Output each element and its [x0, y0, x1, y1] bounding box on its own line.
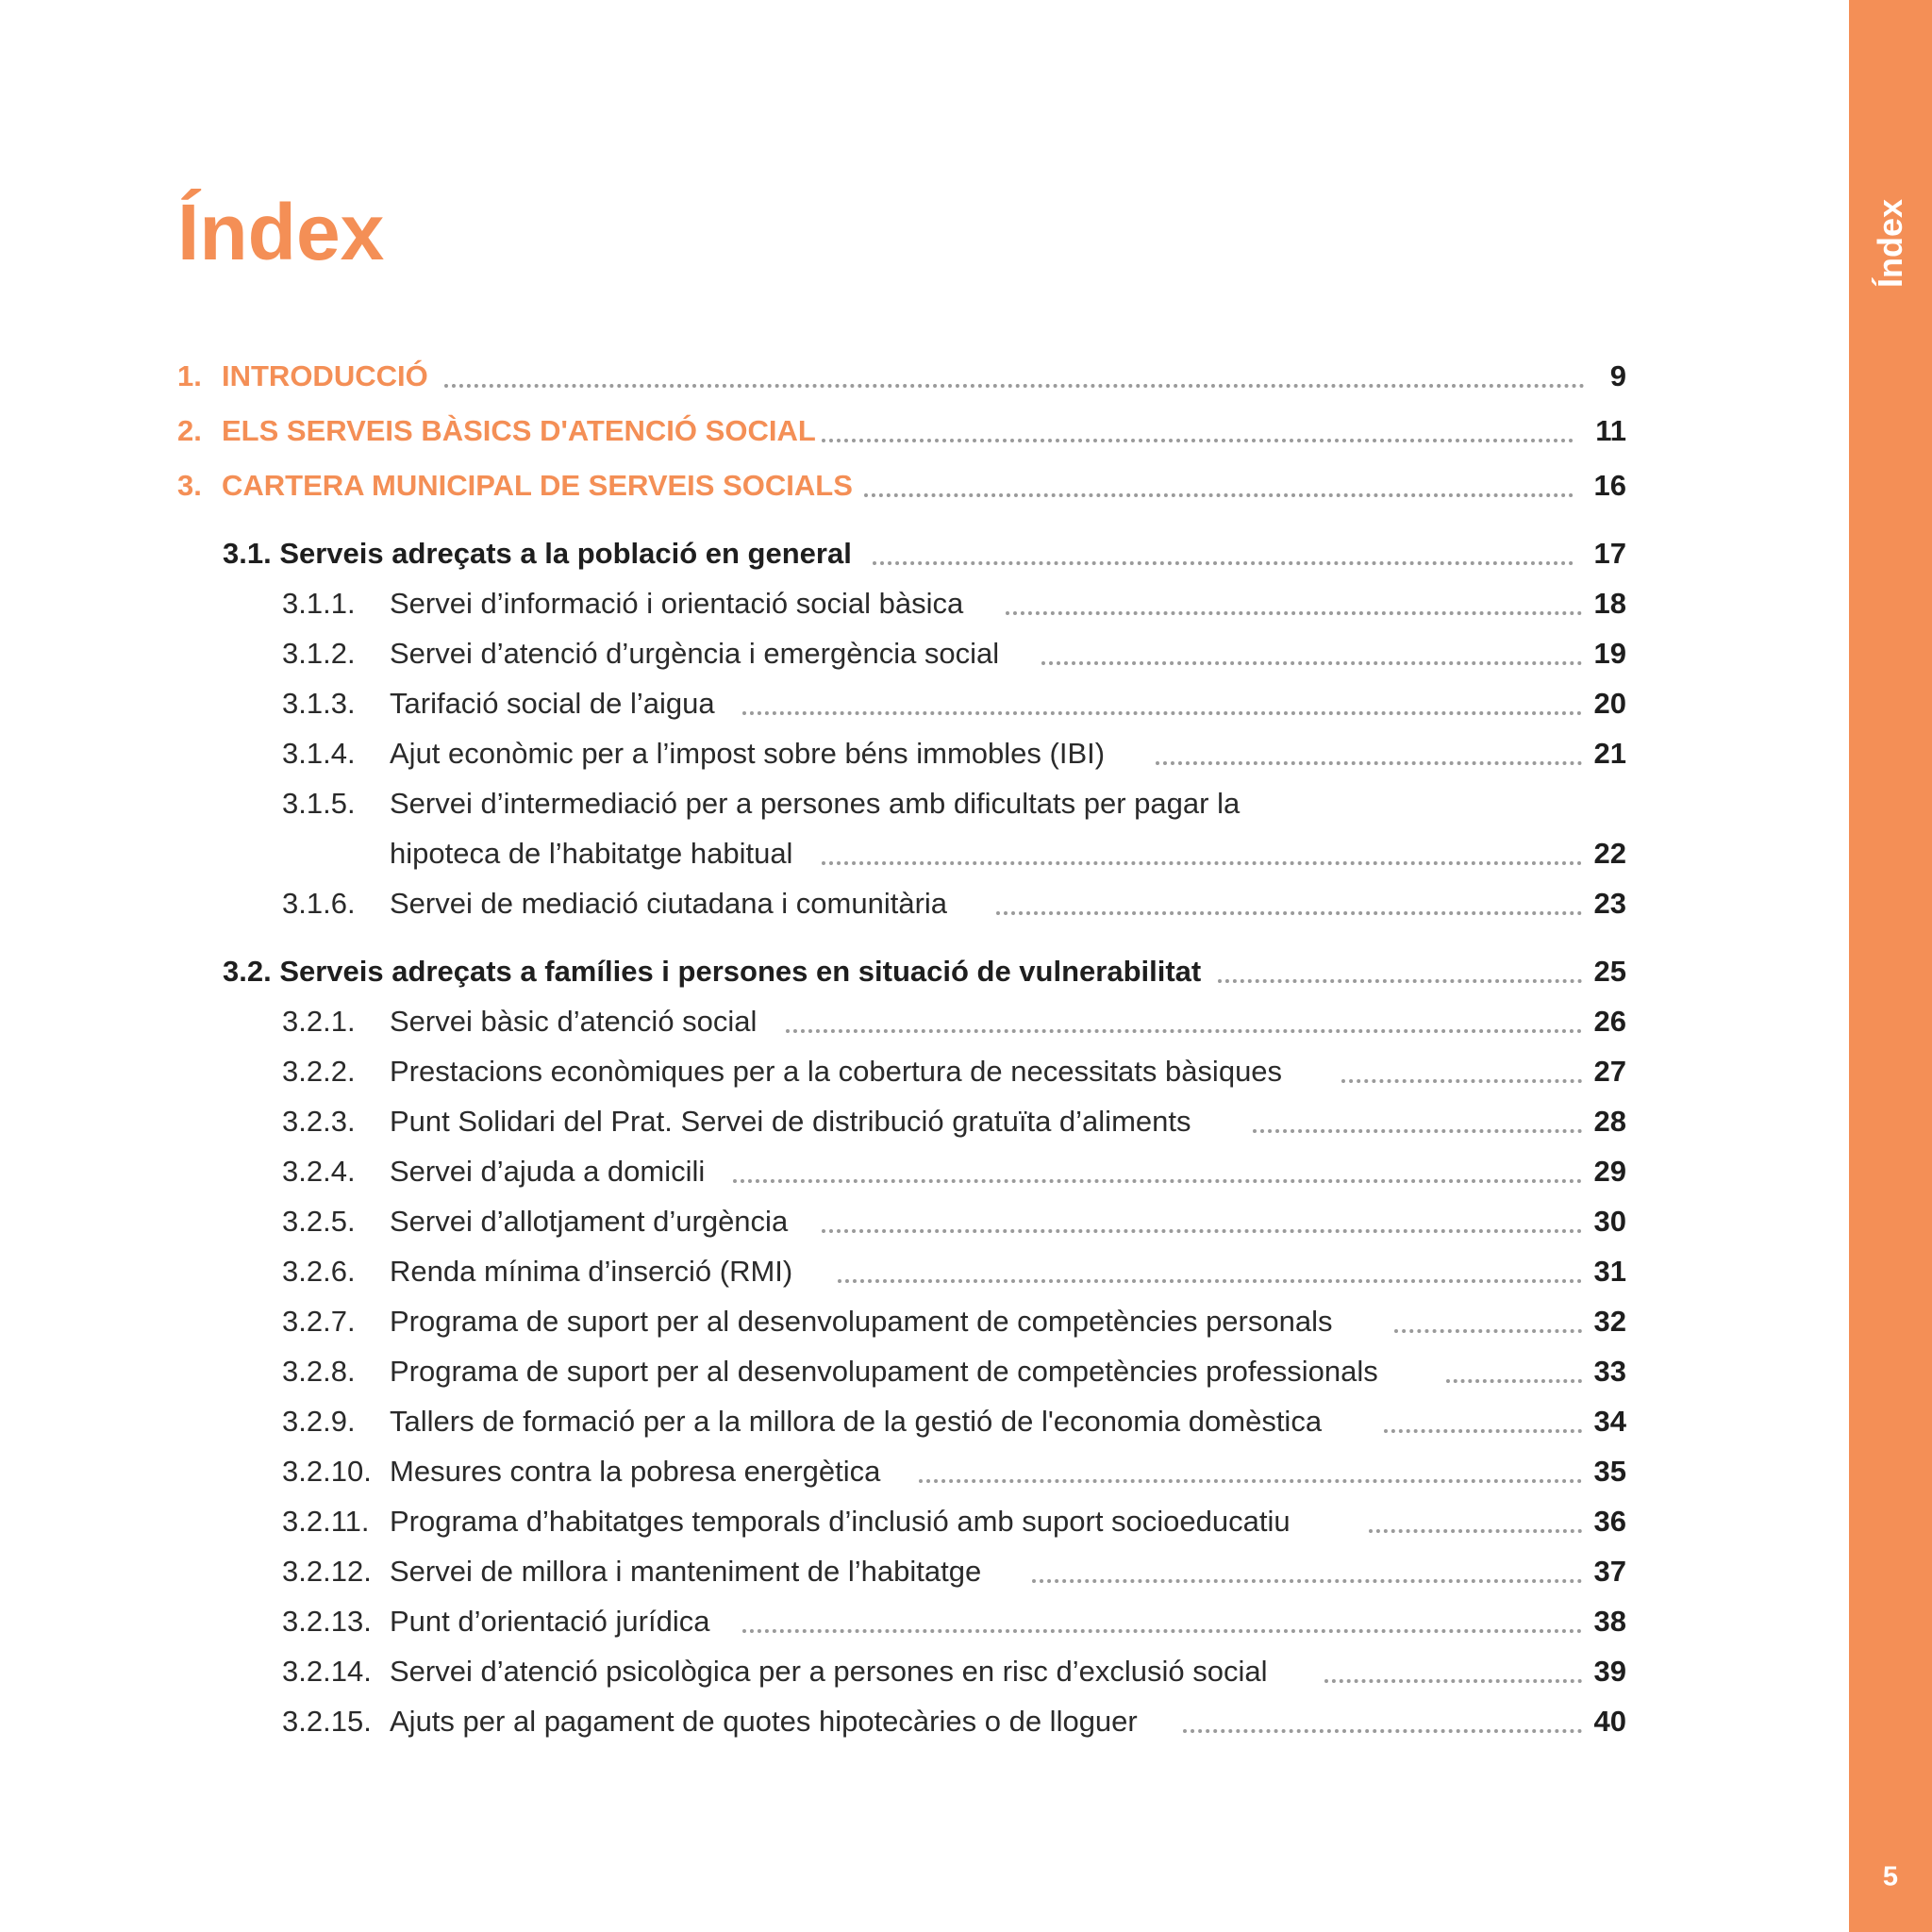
toc-item-number: 3.2.1.: [282, 1005, 356, 1038]
toc-item-number: 3.2.10.: [282, 1455, 372, 1488]
toc-page-ref: 34: [1593, 1405, 1626, 1438]
toc-item-title: Servei d’ajuda a domicili: [390, 1155, 706, 1188]
toc-item-number: 3.1.3.: [282, 687, 356, 720]
toc-page-ref: 26: [1593, 1005, 1626, 1038]
toc-section-1[interactable]: [177, 361, 1626, 399]
toc-page-ref: 25: [1593, 955, 1626, 988]
dot-leader: [1006, 611, 1582, 615]
toc-page-ref: 33: [1593, 1355, 1626, 1388]
dot-leader: [733, 1179, 1582, 1183]
toc-page-ref: 21: [1593, 737, 1626, 770]
toc-item-title: Renda mínima d’inserció (RMI): [390, 1255, 793, 1288]
dot-leader: [444, 384, 1585, 388]
toc-item-number: 3.2.15.: [282, 1705, 372, 1738]
toc-item-3-1-2[interactable]: [177, 639, 1626, 676]
toc-item-number: 3.2.9.: [282, 1405, 356, 1438]
toc-item-number: 3.2.7.: [282, 1305, 356, 1338]
toc-item-3-2-15[interactable]: [177, 1707, 1626, 1744]
toc-item-3-2-11[interactable]: [177, 1507, 1626, 1544]
toc-page-ref: 19: [1593, 637, 1626, 670]
dot-leader: [742, 711, 1582, 715]
toc-item-number: 3.2.14.: [282, 1655, 372, 1688]
toc-section-3[interactable]: [177, 471, 1626, 508]
toc-item-3-1-3[interactable]: [177, 689, 1626, 726]
toc-section-title: ELS SERVEIS BÀSICS D'ATENCIÓ SOCIAL: [222, 414, 816, 447]
toc-page-ref: 35: [1593, 1455, 1626, 1488]
toc-subsection-title: 3.1. Serveis adreçats a la població en general: [223, 537, 852, 570]
dot-leader: [1394, 1329, 1582, 1333]
toc-item-number: 3.1.4.: [282, 737, 356, 770]
toc-item-3-1-5-continued[interactable]: [177, 839, 1626, 876]
page-number: 5: [1882, 1861, 1899, 1892]
toc-section-number: 2.: [177, 414, 202, 447]
toc-subsection-3-1[interactable]: [177, 539, 1626, 576]
toc-item-title: Tallers de formació per a la millora de la gestió de l'economia domèstica: [390, 1405, 1323, 1438]
toc-item-title: Punt d’orientació jurídica: [390, 1605, 710, 1638]
toc-item-number: 3.2.3.: [282, 1105, 356, 1138]
toc-item-title: Servei d’intermediació per a persones amb dificultats per pagar la: [390, 787, 1241, 820]
toc-page-ref: 28: [1593, 1105, 1626, 1138]
toc-page-ref: 31: [1593, 1255, 1626, 1288]
toc-item-3-2-8[interactable]: [177, 1357, 1626, 1394]
toc-page-ref: 39: [1593, 1655, 1626, 1688]
toc-page-ref: 40: [1593, 1705, 1626, 1738]
toc-item-title: Tarifació social de l’aigua: [390, 687, 715, 720]
toc-item-title: Servei de millora i manteniment de l’habitatge: [390, 1555, 982, 1588]
toc-item-title: Servei d’informació i orientació social bàsica: [390, 587, 964, 620]
toc-item-number: 3.1.2.: [282, 637, 356, 670]
toc-item-3-2-3[interactable]: [177, 1107, 1626, 1144]
toc-item-3-1-5[interactable]: [177, 789, 1626, 826]
toc-item-number: 3.2.5.: [282, 1205, 356, 1238]
toc-item-title: Prestacions econòmiques per a la cobertura de necessitats bàsiques: [390, 1055, 1283, 1088]
dot-leader: [786, 1029, 1582, 1033]
toc-section-2[interactable]: [177, 416, 1626, 454]
dot-leader: [1446, 1379, 1582, 1383]
toc-page-ref: 11: [1595, 414, 1626, 447]
toc-section-number: 3.: [177, 469, 202, 502]
toc-page-ref: 38: [1593, 1605, 1626, 1638]
toc-page-ref: 32: [1593, 1305, 1626, 1338]
dot-leader: [1324, 1679, 1582, 1683]
toc-item-title: Programa d’habitatges temporals d’inclusió amb suport socioeducatiu: [390, 1505, 1291, 1538]
toc-item-3-2-13[interactable]: [177, 1607, 1626, 1644]
toc-item-number: 3.1.5.: [282, 787, 356, 820]
dot-leader: [822, 1229, 1582, 1233]
side-tab-label: Índex: [1871, 198, 1909, 289]
toc-page-ref: 37: [1593, 1555, 1626, 1588]
toc-item-3-2-14[interactable]: [177, 1657, 1626, 1694]
toc-item-title: Programa de suport per al desenvolupament de competències personals: [390, 1305, 1333, 1338]
dot-leader: [1369, 1529, 1582, 1533]
dot-leader: [1218, 979, 1582, 983]
toc-section-number: 1.: [177, 359, 202, 392]
toc-item-number: 3.2.12.: [282, 1555, 372, 1588]
toc-item-title: Servei de mediació ciutadana i comunitària: [390, 887, 948, 920]
toc-item-title: Mesures contra la pobresa energètica: [390, 1455, 881, 1488]
dot-leader: [864, 493, 1574, 497]
toc-item-number: 3.2.13.: [282, 1605, 372, 1638]
toc-item-title: Servei bàsic d’atenció social: [390, 1005, 758, 1038]
dot-leader: [1156, 761, 1582, 765]
toc-item-3-2-5[interactable]: [177, 1207, 1626, 1244]
dot-leader: [1253, 1129, 1582, 1133]
toc-item-3-1-6[interactable]: [177, 889, 1626, 926]
toc-subsection-3-2[interactable]: [177, 957, 1626, 994]
toc-page-ref: 16: [1593, 469, 1626, 502]
toc-item-number: 3.1.6.: [282, 887, 356, 920]
toc-item-3-2-6[interactable]: [177, 1257, 1626, 1294]
toc-item-3-2-2[interactable]: [177, 1057, 1626, 1094]
toc-page-ref: 30: [1593, 1205, 1626, 1238]
toc-page-ref: 20: [1593, 687, 1626, 720]
toc-item-title: Servei d’atenció psicològica per a persones en risc d’exclusió social: [390, 1655, 1268, 1688]
toc-item-3-2-7[interactable]: [177, 1307, 1626, 1344]
page-title: Índex: [177, 188, 385, 276]
toc-item-number: 3.2.2.: [282, 1055, 356, 1088]
toc-page-ref: 36: [1593, 1505, 1626, 1538]
toc-page-ref: 23: [1593, 887, 1626, 920]
toc-item-title: Ajut econòmic per a l’impost sobre béns immobles (IBI): [390, 737, 1106, 770]
toc-page-ref: 17: [1593, 537, 1626, 570]
dot-leader: [838, 1279, 1582, 1283]
toc-page-ref: 18: [1593, 587, 1626, 620]
toc-item-title-continued: hipoteca de l’habitatge habitual: [390, 837, 793, 870]
toc-page-ref: 22: [1593, 837, 1626, 870]
dot-leader: [1041, 661, 1582, 665]
toc-page-ref: 29: [1593, 1155, 1626, 1188]
toc-item-title: Programa de suport per al desenvolupament de competències professionals: [390, 1355, 1378, 1388]
dot-leader: [1341, 1079, 1582, 1083]
toc-section-title: CARTERA MUNICIPAL DE SERVEIS SOCIALS: [222, 469, 853, 502]
dot-leader: [742, 1629, 1582, 1633]
toc-item-number: 3.2.8.: [282, 1355, 356, 1388]
toc-item-3-2-12[interactable]: [177, 1557, 1626, 1594]
toc-section-title: INTRODUCCIÓ: [222, 359, 428, 392]
dot-leader: [822, 861, 1582, 865]
toc-item-3-2-9[interactable]: [177, 1407, 1626, 1444]
toc-item-title: Punt Solidari del Prat. Servei de distribució gratuïta d’aliments: [390, 1105, 1191, 1138]
toc-page-ref: 27: [1593, 1055, 1626, 1088]
toc-item-3-2-4[interactable]: [177, 1157, 1626, 1194]
toc-item-3-2-1[interactable]: [177, 1007, 1626, 1044]
toc-page-ref: 9: [1609, 359, 1626, 392]
dot-leader: [996, 911, 1582, 915]
toc-item-3-1-4[interactable]: [177, 739, 1626, 776]
toc-subsection-title: 3.2. Serveis adreçats a famílies i persones en situació de vulnerabilitat: [223, 955, 1202, 988]
dot-leader: [1183, 1729, 1582, 1733]
side-tab: [1849, 0, 1932, 1932]
toc-item-title: Ajuts per al pagament de quotes hipotecàries o de lloguer: [390, 1705, 1138, 1738]
toc-item-number: 3.2.6.: [282, 1255, 356, 1288]
toc-item-3-1-1[interactable]: [177, 589, 1626, 626]
toc-item-title: Servei d’allotjament d’urgència: [390, 1205, 789, 1238]
dot-leader: [822, 439, 1574, 442]
dot-leader: [1384, 1429, 1582, 1433]
toc-item-number: 3.1.1.: [282, 587, 356, 620]
dot-leader: [1032, 1579, 1582, 1583]
toc-item-number: 3.2.11.: [282, 1505, 370, 1538]
toc-item-title: Servei d’atenció d’urgència i emergència social: [390, 637, 1000, 670]
dot-leader: [873, 561, 1574, 565]
dot-leader: [919, 1479, 1582, 1483]
toc-item-3-2-10[interactable]: [177, 1457, 1626, 1494]
toc-item-number: 3.2.4.: [282, 1155, 356, 1188]
